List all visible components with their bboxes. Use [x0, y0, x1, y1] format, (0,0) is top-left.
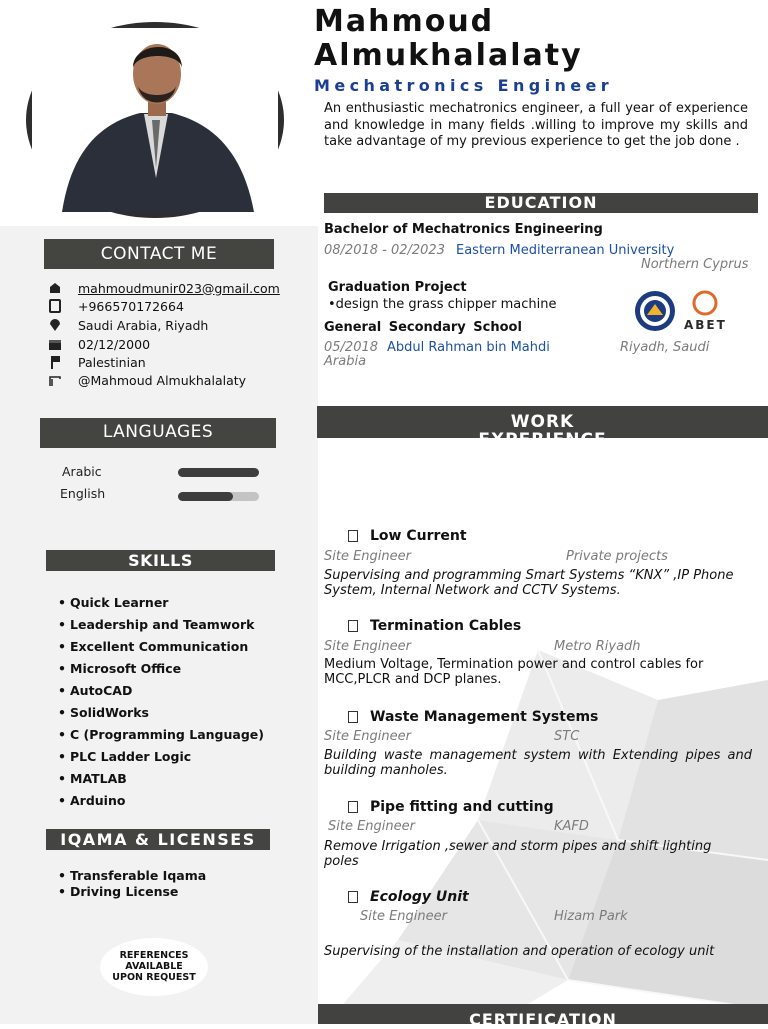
school-date: 05/2018 — [324, 340, 379, 355]
job-description: Supervising of the installation and operation of ecology unit — [324, 944, 715, 959]
contact-location-row — [48, 316, 208, 334]
job-role: Site Engineer — [324, 549, 411, 564]
job-company: KAFD — [554, 819, 589, 834]
contact-dob-row — [48, 335, 150, 353]
checkbox-bullet-icon — [348, 891, 358, 903]
checkbox-bullet-icon — [348, 801, 358, 813]
skill-item: • MATLAB — [58, 771, 127, 789]
location-pin-icon — [48, 318, 62, 332]
job-role: Site Engineer — [328, 819, 415, 834]
contact-heading: CONTACT ME — [44, 239, 274, 269]
phone-text: +966570172664 — [78, 298, 184, 314]
profile-photo — [26, 22, 284, 218]
contact-phone-row — [48, 297, 184, 315]
license-item: • Driving License — [58, 884, 178, 902]
language-level-track — [178, 468, 259, 477]
job-title-row — [348, 618, 521, 634]
job-title-row — [348, 528, 467, 544]
language-name: English — [60, 486, 106, 501]
university-name: Eastern Mediterranean University — [456, 243, 675, 258]
skill-item: • SolidWorks — [58, 705, 149, 723]
contact-nationality-row — [48, 353, 146, 371]
job-title: Mechatronics Engineer — [314, 76, 614, 95]
last-name: Almukhalalaty — [314, 38, 583, 73]
job-title-row — [348, 799, 554, 815]
references-badge — [100, 938, 208, 996]
skill-item: • Arduino — [58, 793, 125, 811]
skill-item: • PLC Ladder Logic — [58, 749, 191, 767]
linkedin-icon — [48, 373, 62, 387]
job-company: STC — [554, 729, 580, 744]
job-description: Supervising and programming Smart Systems “KNX” ,IP Phone System, Internal Network and CCTV Systems. — [324, 568, 734, 598]
abet-logo-icon — [691, 289, 719, 317]
job-company: Hizam Park — [554, 909, 628, 924]
checkbox-bullet-icon — [348, 711, 358, 723]
job-title-row — [348, 889, 469, 905]
work-heading — [317, 406, 768, 450]
degree-title: Bachelor of Mechatronics Engineering — [324, 222, 603, 237]
flag-icon — [48, 355, 62, 369]
checkbox-bullet-icon — [348, 620, 358, 632]
job-role: Site Engineer — [324, 639, 411, 654]
job-name: Waste Management Systems — [370, 709, 599, 725]
project-detail: •design the grass chipper machine — [328, 297, 557, 312]
school-location: Arabia — [324, 354, 367, 369]
references-line: AVAILABLE — [125, 961, 183, 972]
certification-heading-text: CERTIFICATION — [469, 1010, 617, 1029]
job-role: Site Engineer — [360, 909, 447, 924]
project-label: Graduation Project — [328, 280, 467, 295]
location-text: Saudi Arabia, Riyadh — [78, 317, 209, 333]
job-name: Termination Cables — [370, 618, 522, 634]
work-heading-line: WORK — [510, 412, 575, 432]
profile-summary: An enthusiastic mechatronics engineer, a full year of experience and knowledge in many fields .willing to improve my skills and take advantage of my previous experience to get the job done . — [324, 101, 748, 149]
university-seal-icon — [634, 290, 676, 332]
skill-item: • C (Programming Language) — [58, 727, 264, 745]
job-name: Low Current — [370, 528, 467, 544]
job-company: Private projects — [566, 549, 668, 564]
first-name: Mahmoud — [314, 4, 495, 39]
calendar-icon — [48, 337, 62, 351]
school-name: Abdul Rahman bin Mahdi — [387, 340, 550, 355]
phone-icon — [48, 299, 62, 313]
education-heading: EDUCATION — [324, 193, 758, 213]
person-silhouette-icon — [32, 28, 278, 212]
skill-item: • Quick Learner — [58, 595, 168, 613]
skill-item: • Excellent Communication — [58, 639, 248, 657]
references-line: UPON REQUEST — [112, 972, 196, 983]
job-name: Ecology Unit — [370, 889, 469, 905]
language-level-track — [178, 492, 259, 501]
job-description: Building waste management system with Extending pipes and building manholes. — [324, 748, 752, 778]
language-level-fill — [178, 468, 259, 477]
university-location: Northern Cyprus — [641, 257, 749, 272]
contact-email-row — [48, 279, 280, 297]
abet-label: ABET — [684, 318, 727, 332]
skill-item: • Microsoft Office — [58, 661, 181, 679]
job-description: Medium Voltage, Termination power and control cables for MCC,PLCR and DCP planes. — [324, 657, 704, 687]
envelope-icon — [48, 281, 62, 295]
skill-item: • AutoCAD — [58, 683, 132, 701]
nationality-text: Palestinian — [78, 354, 146, 370]
contact-linkedin-row — [48, 371, 246, 389]
work-heading-line: EXPERIENCE — [478, 430, 607, 450]
references-line: REFERENCES — [119, 950, 189, 961]
certification-heading — [318, 1004, 768, 1029]
degree-dates: 08/2018 - 02/2023 — [324, 243, 445, 258]
job-title-row — [348, 709, 598, 725]
linkedin-text[interactable]: @Mahmoud Almukhalalaty — [78, 372, 247, 388]
job-company: Metro Riyadh — [554, 639, 641, 654]
job-role: Site Engineer — [324, 729, 411, 744]
checkbox-bullet-icon — [348, 530, 358, 542]
skills-heading: SKILLS — [46, 550, 275, 571]
licenses-heading: IQAMA & LICENSES — [46, 829, 270, 850]
language-name: Arabic — [62, 464, 102, 479]
email-link[interactable]: mahmoudmunir023@gmail.com — [78, 280, 280, 296]
dob-text: 02/12/2000 — [78, 336, 151, 352]
license-item: • Transferable Iqama — [58, 868, 206, 886]
language-level-fill — [178, 492, 233, 501]
skill-item: • Leadership and Teamwork — [58, 617, 254, 635]
job-name: Pipe fitting and cutting — [370, 799, 554, 815]
job-description: Remove Irrigation ,sewer and storm pipes and shift lighting poles — [324, 839, 712, 869]
school-label: General Secondary School — [324, 320, 522, 335]
school-location: Riyadh, Saudi — [620, 340, 710, 355]
languages-heading: LANGUAGES — [40, 418, 276, 448]
